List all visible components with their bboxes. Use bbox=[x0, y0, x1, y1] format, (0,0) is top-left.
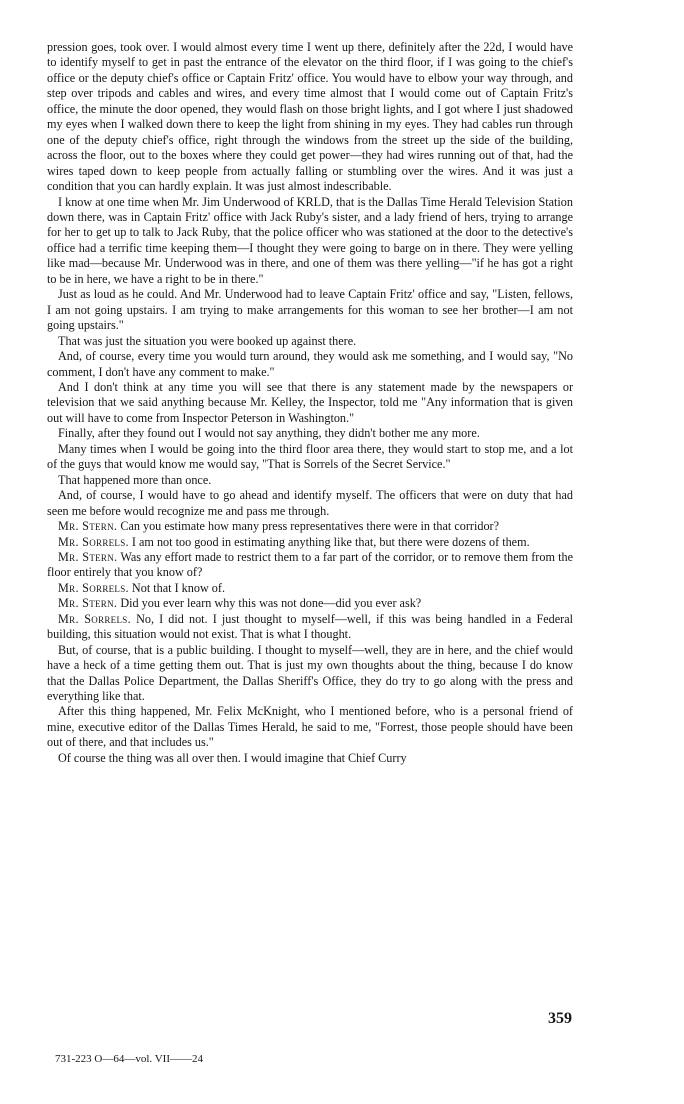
paragraph-17-text: But, of course, that is a public building. I thought to myself—well, they are in here, and the chief would have a heck of a time getting them out. That is just my own thoughts about the thing, because I do know that the Dallas Police Department, the Dallas Sheriff's Office, they do try to go along with the press and everything like that. bbox=[47, 642, 573, 704]
paragraph-4 bbox=[47, 334, 573, 349]
paragraph-8-text: Many times when I would be going into the third floor area there, they would start to stop me, and a lot of the guys that would know me would say, "That is Sorrels of the Secret Service." bbox=[47, 441, 573, 472]
paragraph-5-text: And, of course, every time you would turn around, they would ask me something, and I would say, "No comment, I don't have any comment to make." bbox=[47, 349, 573, 379]
paragraph-18-text: After this thing happened, Mr. Felix McKnight, who I mentioned before, who is a personal friend of mine, executive editor of the Dallas Times Herald, he said to me, "Forrest, those people should have been out of there, and that includes us." bbox=[47, 704, 573, 750]
paragraph-6 bbox=[47, 380, 573, 426]
printing-code-footer: 731-223 O—64—vol. VII——24 bbox=[55, 1053, 203, 1065]
page-number: 359 bbox=[548, 1010, 572, 1027]
paragraph-9-text: That happened more than once. bbox=[58, 472, 212, 487]
paragraph-19-text: Of course the thing was all over then. I would imagine that Chief Curry bbox=[58, 750, 407, 765]
page-body bbox=[47, 40, 573, 766]
speaker-label: Mr. Stern. bbox=[58, 549, 118, 564]
speaker-label: Mr. Stern. bbox=[58, 596, 118, 611]
paragraph-6-text: And I don't think at any time you will see that there is any statement made by the newspapers or television that we said anything because Mr. Kelley, the Inspector, told me "Any information that is given out will have to come from Inspector Peterson in Washington." bbox=[47, 379, 573, 425]
paragraph-11 bbox=[47, 519, 573, 534]
paragraph-4-text: That was just the situation you were booked up against there. bbox=[58, 333, 357, 348]
paragraph-14-text: Not that I know of. bbox=[131, 580, 226, 595]
paragraph-9 bbox=[47, 473, 573, 488]
speaker-label: Mr. Sorrels. bbox=[58, 611, 131, 626]
paragraph-3-text: Just as loud as he could. And Mr. Underwood had to leave Captain Fritz' office and say, "Listen, fellows, I am not going upstairs. I am trying to make arrangements for this woman to see her brother—I am not going upstairs." bbox=[47, 287, 573, 333]
paragraph-12 bbox=[47, 535, 573, 550]
paragraph-7 bbox=[47, 426, 573, 441]
speaker-label: Mr. Sorrels. bbox=[58, 580, 129, 595]
speaker-label: Mr. Sorrels. bbox=[58, 534, 129, 549]
paragraph-12-text: I am not too good in estimating anything like that, but there were dozens of them. bbox=[131, 534, 530, 549]
paragraph-2 bbox=[47, 195, 573, 288]
speaker-label: Mr. Stern. bbox=[58, 519, 118, 534]
paragraph-18 bbox=[47, 704, 573, 750]
paragraph-1-text: pression goes, took over. I would almost every time I went up there, definitely after the 22d, I would have to identify myself to get in past the entrance of the elevator on the third floor, if I was going to the chief's office or the deputy chief's office or Captain Fritz' office. You would have to elbow your way through, and step over tripods and cables and wires, and every time almost that I would come out of Captain Fritz's office, the minute the door opened, they would flash on those bright lights, and I got where I just shadowed my eyes when I walked down there to keep the light from shining in my eyes. They had cables run through one of the deputy chief's office, right through the windows from the street up the side of the building, across the floor, out to the boxes where they could get power—they had wires running out of that, had the wires taped down to keep people from actually falling or stumbling over the wires. And it was just a condition that you can hardly explain. It was just almost indescribable. bbox=[47, 40, 573, 194]
paragraph-17 bbox=[47, 643, 573, 705]
paragraph-8 bbox=[47, 442, 573, 473]
paragraph-1 bbox=[47, 40, 573, 195]
paragraph-2-text: I know at one time when Mr. Jim Underwood of KRLD, that is the Dallas Time Herald Television Station down there, was in Captain Fritz' office with Jack Ruby's sister, and a lady friend of hers, trying to arrange for her to get up to talk to Jack Ruby, that the police officer who was stationed at the door to the detective's office had a terrific time keeping them—I thought they were going to barge on in there. They were yelling like mad—because Mr. Underwood was in there, and one of them was there yelling—"if he has got a right to be in here, we have a right to be in there." bbox=[47, 194, 573, 286]
paragraph-10-text: And, of course, I would have to go ahead and identify myself. The officers that were on duty that had seen me before would recognize me and pass me through. bbox=[47, 488, 573, 518]
paragraph-13-text: Was any effort made to restrict them to a far part of the corridor, or to remove them from the floor entirely that you know of? bbox=[47, 549, 573, 580]
paragraph-5 bbox=[47, 349, 573, 380]
paragraph-16-text: No, I did not. I just thought to myself—well, if this was being handled in a Federal building, this situation would not exist. That is what I thought. bbox=[47, 611, 573, 642]
paragraph-3 bbox=[47, 287, 573, 333]
paragraph-13 bbox=[47, 550, 573, 581]
paragraph-11-text: Can you estimate how many press representatives there were in that corridor? bbox=[120, 519, 500, 534]
paragraph-15 bbox=[47, 596, 573, 611]
paragraph-7-text: Finally, after they found out I would not say anything, they didn't bother me any more. bbox=[58, 426, 480, 441]
paragraph-15-text: Did you ever learn why this was not done—did you ever ask? bbox=[120, 596, 422, 611]
paragraph-19 bbox=[47, 751, 573, 766]
paragraph-16 bbox=[47, 612, 573, 643]
paragraph-10 bbox=[47, 488, 573, 519]
paragraph-14 bbox=[47, 581, 573, 596]
